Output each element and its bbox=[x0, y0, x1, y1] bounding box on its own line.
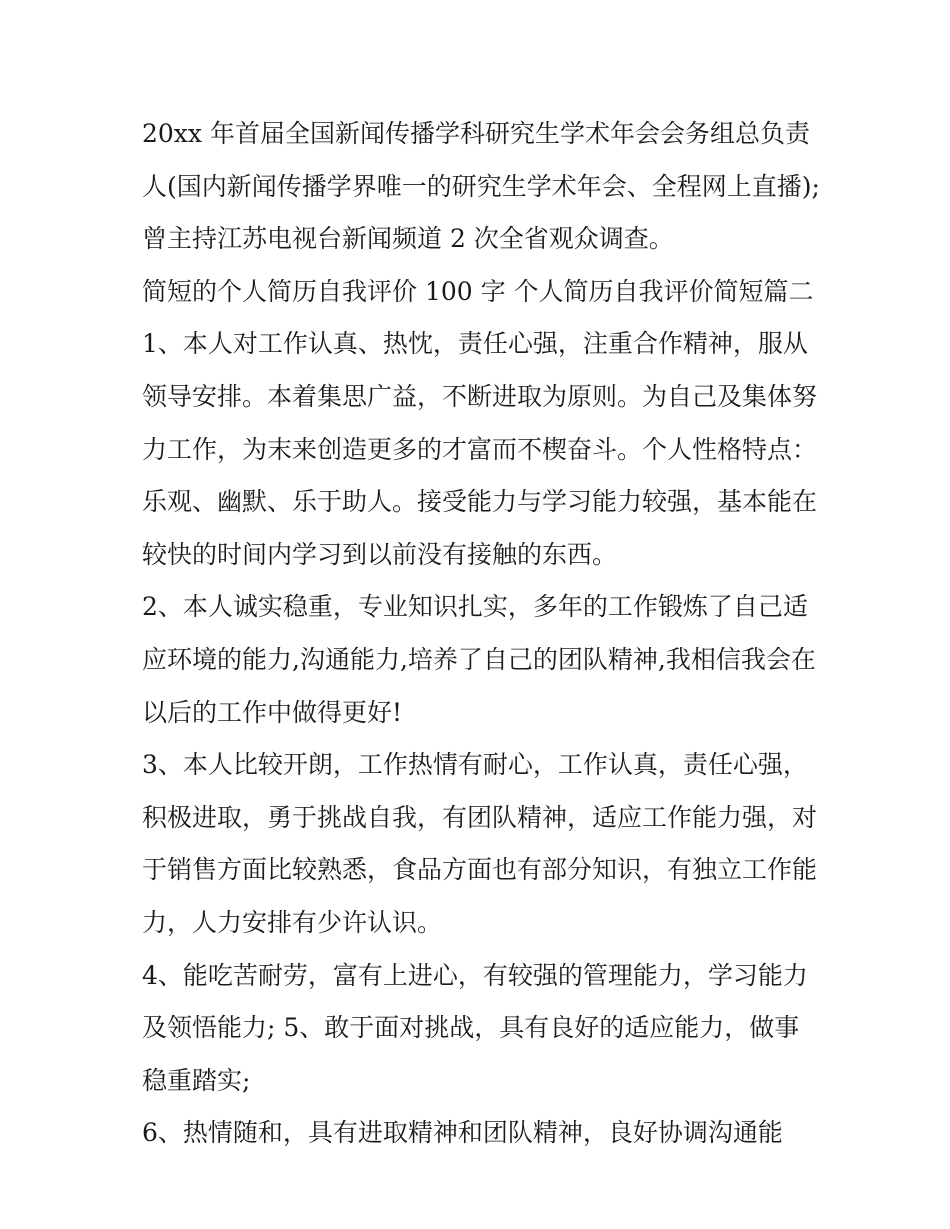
paragraph-intro: 20xx 年首届全国新闻传播学科研究生学术年会会务组总负责人(国内新闻传播学界唯一的研究生学术年会、全程网上直播);曾主持江苏电视台新闻频道 2 次全省观众调查。 bbox=[142, 119, 820, 254]
document-body bbox=[142, 108, 822, 1160]
paragraph-item-3: 3、本人比较开朗，工作热情有耐心，工作认真，责任心强，积极进取，勇于挑战自我，有团队精神，适应工作能力强，对于销售方面比较熟悉，食品方面也有部分知识，有独立工作能力，人力安排有少许认识。 bbox=[142, 750, 818, 937]
paragraph-item-1: 1、本人对工作认真、热忱，责任心强，注重合作精神，服从领导安排。本着集思广益，不断进取为原则。为自己及集体努力工作，为末来创造更多的才富而不楔奋斗。个人性格特点：乐观、幽默、乐于助人。接受能力与学习能力较强，基本能在较快的时间内学习到以前没有接触的东西。 bbox=[142, 329, 818, 569]
paragraph-item-2: 2、本人诚实稳重，专业知识扎实，多年的工作锻炼了自己适应环境的能力,沟通能力,培养了自己的团队精神,我相信我会在以后的工作中做得更好! bbox=[142, 592, 816, 727]
paragraph-item-4-5: 4、能吃苦耐劳，富有上进心，有较强的管理能力，学习能力及领悟能力; 5、敢于面对挑战，具有良好的适应能力，做事稳重踏实; bbox=[142, 960, 808, 1095]
paragraph-item-6: 6、热情随和，具有进取精神和团队精神，良好协调沟通能 bbox=[142, 1118, 783, 1148]
section-heading: 简短的个人简历自我评价 100 字 个人简历自我评价简短篇二 bbox=[142, 276, 814, 306]
